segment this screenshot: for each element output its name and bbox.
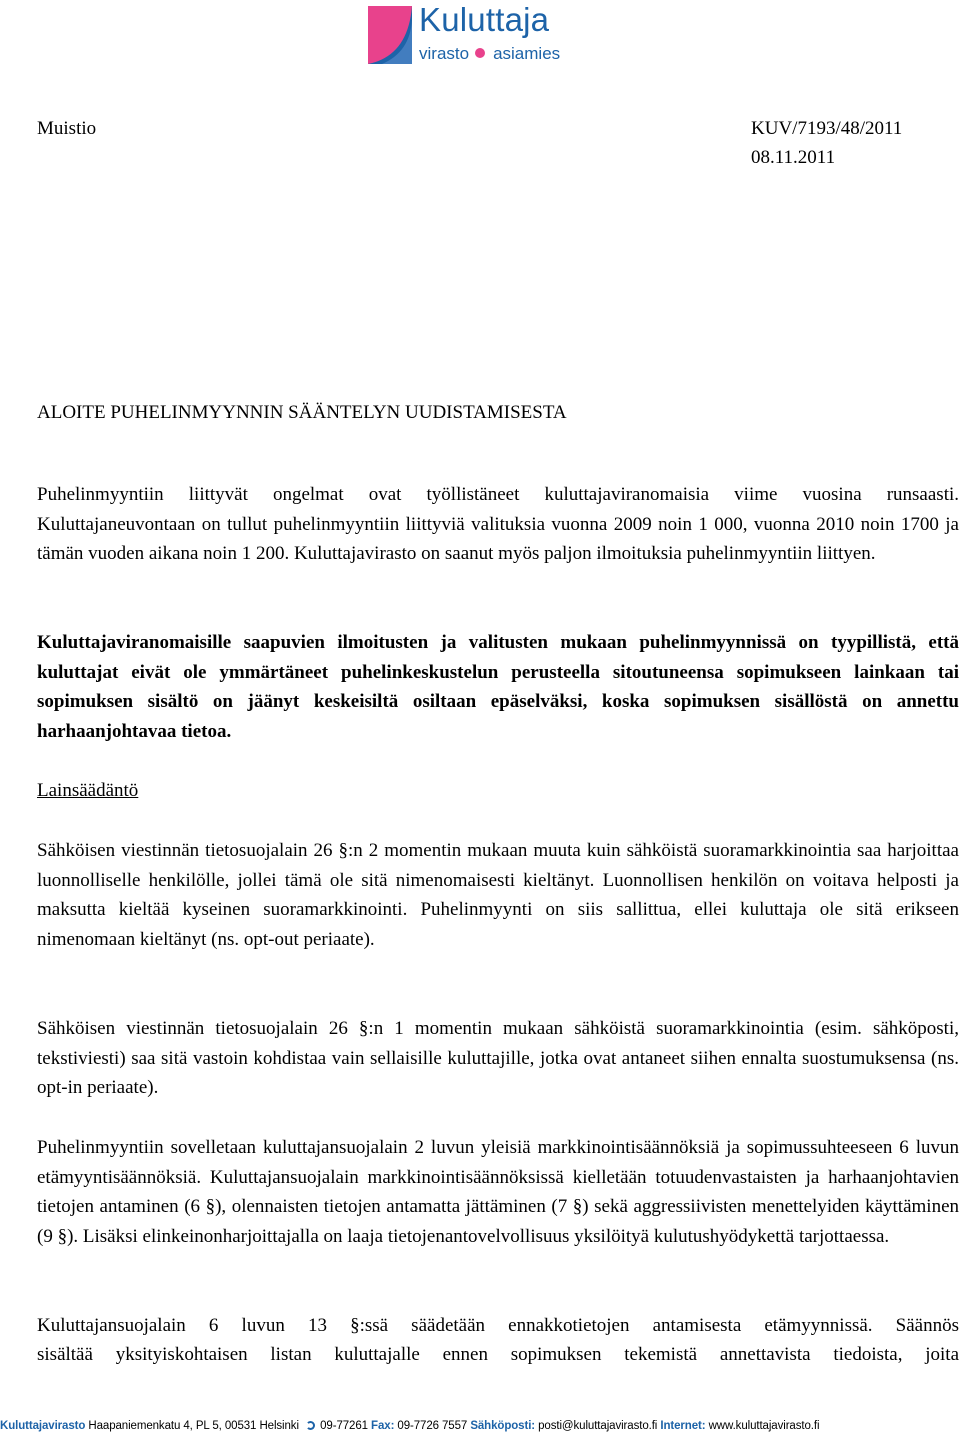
footer-org: Kuluttajavirasto bbox=[0, 1420, 86, 1432]
logo-wordmark: Kuluttaja bbox=[419, 1, 550, 38]
paragraph-5: Puhelinmyyntiin sovelletaan kuluttajansuojalain 2 luvun yleisiä markkinointisäännöksiä ja sopimussuhteeseen 6 luvun etämyyntisäännöksiä. Kuluttajansuojalain markkinointisäännöksissä kielletään totuudenvastaisten ja harhaanjohtavien tietojen antaminen (6 §), olennaisten tietojen antamatta jättäminen (7 §) sekä aggressiivisten menettelyiden käyttäminen (9 §). Lisäksi elinkeinonharjoittajalla on laaja tietojenantovelvollisuus yksilöityä kulutushyödykettä tarjottaessa. bbox=[37, 1137, 959, 1247]
paragraph-1: Puhelinmyyntiin liittyvät ongelmat ovat työllistäneet kuluttajaviranomaisia viime vuosina runsaasti. Kuluttajaneuvontaan on tullut puhelinmyyntiin liittyviä valituksia vuonna 2009 noin 1 000, vuonna 2010 noin 1700 ja tämän vuoden aikana noin 1 200. Kuluttajavirasto on saanut myös paljon ilmoituksia puhelinmyyntiin liittyen. bbox=[37, 484, 959, 564]
footer-fax: 09-7726 7557 bbox=[397, 1420, 468, 1432]
logo-mark-icon bbox=[368, 6, 412, 64]
footer-email-label: Sähköposti: bbox=[470, 1420, 536, 1432]
doc-date: 08.11.2011 bbox=[751, 147, 836, 168]
logo-subtitle bbox=[419, 44, 560, 64]
paragraph-2-bold: Kuluttajaviranomaisille saapuvien ilmoitusten ja valitusten mukaan puhelinmyynnissä on tyypillistä, että kuluttajat eivät ole ymmärtäneet puhelinkeskustelun perusteella sitoutuneensa sopimukseen lainkaan tai sopimuksen sisältö on jäänyt keskeisiltä osiltaan epäselväksi, koska sopimuksen sisällöstä on annettu harhaanjohtavaa tietoa. bbox=[37, 632, 959, 742]
footer-web-label: Internet: bbox=[660, 1420, 706, 1432]
logo-sub-right: asiamies bbox=[493, 44, 561, 63]
paragraph-3: Sähköisen viestinnän tietosuojalain 26 §:n 2 momentin mukaan muuta kuin sähköistä suoramarkkinointia saa harjoittaa luonnolliselle henkilölle, jollei tämä ole sitä nimenomaisesti kieltänyt. Luonnollisen henkilön on voitava helposti ja maksutta kieltää kyseinen suoramarkkinointi. Puhelinmyynti on siis sallittua, ellei kuluttaja ole sitä erikseen nimenomaan kieltänyt (ns. opt-out periaate). bbox=[37, 840, 959, 950]
footer-fax-label: Fax: bbox=[371, 1420, 395, 1432]
logo-dot-icon bbox=[475, 48, 485, 58]
document-title: ALOITE PUHELINMYYNNIN SÄÄNTELYN UUDISTAMISESTA bbox=[37, 402, 567, 423]
section-heading: Lainsäädäntö bbox=[37, 780, 139, 801]
paragraph-6-line-2: sisältää yksityiskohtaisen listan kuluttajalle ennen sopimuksen tekemistä annettavista tiedoista, joita bbox=[37, 1344, 959, 1365]
logo-sub-left: virasto bbox=[419, 44, 470, 63]
doc-type: Muistio bbox=[37, 118, 97, 139]
footer-email[interactable]: posti@kuluttajavirasto.fi bbox=[538, 1420, 658, 1432]
footer-phone: 09-77261 bbox=[320, 1420, 368, 1432]
logo bbox=[368, 1, 600, 70]
footer bbox=[0, 1418, 960, 1434]
footer-address: Haapaniemenkatu 4, PL 5, 00531 Helsinki bbox=[88, 1420, 299, 1432]
phone-icon bbox=[306, 1421, 315, 1430]
paragraph-4: Sähköisen viestinnän tietosuojalain 26 §:n 1 momentin mukaan sähköistä suoramarkkinointia (esim. sähköposti, tekstiviesti) saa sitä vastoin kohdistaa vain sellaisille kuluttajille, jotka ovat antaneet siihen ennalta suostumuksensa (ns. opt-in periaate). bbox=[37, 1018, 959, 1098]
paragraph-6-line-1: Kuluttajansuojalain 6 luvun 13 §:ssä säädetään ennakkotietojen antamisesta etämyynnissä. Säännös bbox=[37, 1315, 959, 1336]
footer-web[interactable]: www.kuluttajavirasto.fi bbox=[708, 1420, 820, 1432]
doc-reference: KUV/7193/48/2011 bbox=[751, 118, 903, 139]
